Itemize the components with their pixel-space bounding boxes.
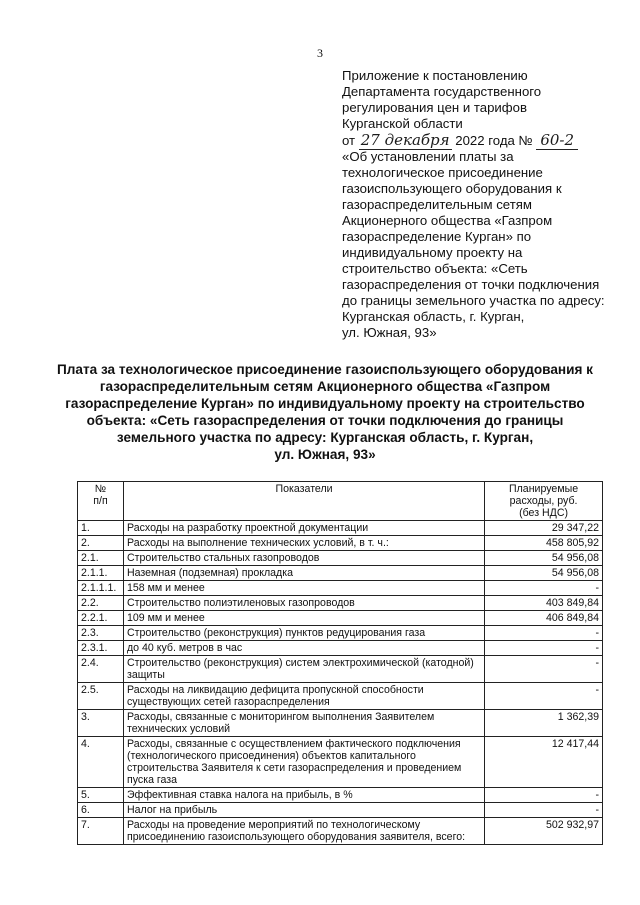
row-indicator: Расходы на выполнение технических условий, в т. ч.:	[123, 536, 484, 551]
table-row	[78, 596, 603, 611]
row-planned-cost: -	[485, 641, 603, 656]
row-planned-cost: 54 956,08	[485, 566, 603, 581]
row-planned-cost: -	[485, 803, 603, 818]
table-row	[78, 551, 603, 566]
table-row	[78, 683, 603, 710]
year-text: 2022 года №	[455, 133, 533, 148]
row-planned-cost: 12 417,44	[485, 737, 603, 788]
appendix-line: регулирования цен и тарифов	[342, 100, 527, 115]
decree-subject	[342, 149, 632, 341]
row-planned-cost: 403 849,84	[485, 596, 603, 611]
decree-subject-line: технологическое присоединение	[342, 165, 543, 180]
table-row	[78, 581, 603, 596]
decree-subject-line: «Об установлении платы за	[342, 149, 514, 164]
row-planned-cost: 29 347,22	[485, 521, 603, 536]
row-planned-cost: -	[485, 581, 603, 596]
header-number: № п/п	[78, 482, 124, 521]
table-row	[78, 536, 603, 551]
appendix-line: Приложение к постановлению	[342, 68, 528, 83]
row-indicator: Эффективная ставка налога на прибыль, в %	[123, 788, 484, 803]
row-number: 1.	[78, 521, 124, 536]
decree-subject-line: ул. Южная, 93»	[342, 325, 437, 340]
row-number: 5.	[78, 788, 124, 803]
row-planned-cost: 406 849,84	[485, 611, 603, 626]
title-line: объекта: «Сеть газораспределения от точки подключения до границы	[86, 413, 564, 428]
row-number: 2.1.	[78, 551, 124, 566]
row-number: 2.5.	[78, 683, 124, 710]
row-number: 3.	[78, 710, 124, 737]
row-number: 4.	[78, 737, 124, 788]
table-row	[78, 641, 603, 656]
appendix-block	[342, 68, 632, 341]
page-number: 3	[317, 46, 323, 60]
decree-subject-line: газоиспользующего оборудования к	[342, 181, 562, 196]
row-planned-cost: 1 362,39	[485, 710, 603, 737]
row-indicator: Расходы на проведение мероприятий по технологическому присоединению газоиспользующего оборудования заявителя, всего:	[123, 818, 484, 845]
from-prefix: от	[342, 133, 356, 148]
handwritten-date: 27 декабря	[360, 131, 450, 149]
header-planned-costs: Планируемые расходы, руб. (без НДС)	[485, 482, 603, 521]
title-line: ул. Южная, 93»	[274, 447, 376, 462]
table-row	[78, 656, 603, 683]
costs-table	[77, 481, 603, 845]
row-indicator: Строительство стальных газопроводов	[123, 551, 484, 566]
row-planned-cost: -	[485, 656, 603, 683]
appendix-line: Курганской области	[342, 116, 463, 131]
decree-subject-line: газораспределительным сетям	[342, 197, 532, 212]
row-indicator: Расходы на разработку проектной документации	[123, 521, 484, 536]
row-number: 2.3.1.	[78, 641, 124, 656]
table-row	[78, 611, 603, 626]
row-planned-cost: -	[485, 683, 603, 710]
table-row	[78, 818, 603, 845]
table-row	[78, 521, 603, 536]
table-row	[78, 710, 603, 737]
document-title	[55, 361, 595, 463]
table-row	[78, 626, 603, 641]
row-indicator: 158 мм и менее	[123, 581, 484, 596]
row-indicator: до 40 куб. метров в час	[123, 641, 484, 656]
decree-subject-line: Акционерного общества «Газпром	[342, 213, 553, 228]
decree-subject-line: индивидуальному проекту на	[342, 245, 523, 260]
decree-subject-line: до границы земельного участка по адресу:	[342, 293, 605, 308]
header-indicators: Показатели	[123, 482, 484, 521]
row-number: 2.1.1.	[78, 566, 124, 581]
row-number: 2.2.	[78, 596, 124, 611]
row-planned-cost: 502 932,97	[485, 818, 603, 845]
row-number: 7.	[78, 818, 124, 845]
decree-subject-line: строительство объекта: «Сеть	[342, 261, 528, 276]
table-row	[78, 566, 603, 581]
decree-subject-line: Курганская область, г. Курган,	[342, 309, 525, 324]
title-line: газораспределительным сетям Акционерного общества «Газпром	[99, 379, 551, 394]
handwritten-number: 60-2	[536, 131, 578, 150]
table-row	[78, 788, 603, 803]
row-number: 2.	[78, 536, 124, 551]
row-indicator: Наземная (подземная) прокладка	[123, 566, 484, 581]
row-planned-cost: -	[485, 788, 603, 803]
row-planned-cost: 54 956,08	[485, 551, 603, 566]
row-planned-cost: -	[485, 626, 603, 641]
row-indicator: Расходы на ликвидацию дефицита пропускной способности существующих сетей газораспределения	[123, 683, 484, 710]
row-number: 2.4.	[78, 656, 124, 683]
table-row	[78, 803, 603, 818]
row-indicator: Расходы, связанные с мониторингом выполнения Заявителем технических условий	[123, 710, 484, 737]
row-number: 2.3.	[78, 626, 124, 641]
table-header-row	[78, 482, 603, 521]
row-planned-cost: 458 805,92	[485, 536, 603, 551]
row-number: 2.1.1.1.	[78, 581, 124, 596]
row-indicator: Расходы, связанные с осуществлением фактического подключения (технологического присоединения) объектов капитального строительства Заявителя к сети газораспределения и проведением пуска газа	[123, 737, 484, 788]
row-indicator: Налог на прибыль	[123, 803, 484, 818]
table-row	[78, 737, 603, 788]
row-indicator: Строительство (реконструкция) систем электрохимической (катодной) защиты	[123, 656, 484, 683]
decree-subject-line: газораспределения от точки подключения	[342, 277, 600, 292]
appendix-line: Департамента государственного	[342, 84, 542, 99]
row-indicator: Строительство полиэтиленовых газопроводов	[123, 596, 484, 611]
title-line: газораспределение Курган» по индивидуальному проекту на строительство	[65, 396, 585, 411]
decree-date-line	[342, 132, 632, 149]
row-number: 6.	[78, 803, 124, 818]
row-indicator: 109 мм и менее	[123, 611, 484, 626]
row-indicator: Строительство (реконструкция) пунктов редуцирования газа	[123, 626, 484, 641]
title-line: земельного участка по адресу: Курганская область, г. Курган,	[116, 430, 534, 445]
title-line: Плата за технологическое присоединение газоиспользующего оборудования к	[57, 362, 593, 377]
decree-subject-line: газораспределение Курган» по	[342, 229, 532, 244]
row-number: 2.2.1.	[78, 611, 124, 626]
